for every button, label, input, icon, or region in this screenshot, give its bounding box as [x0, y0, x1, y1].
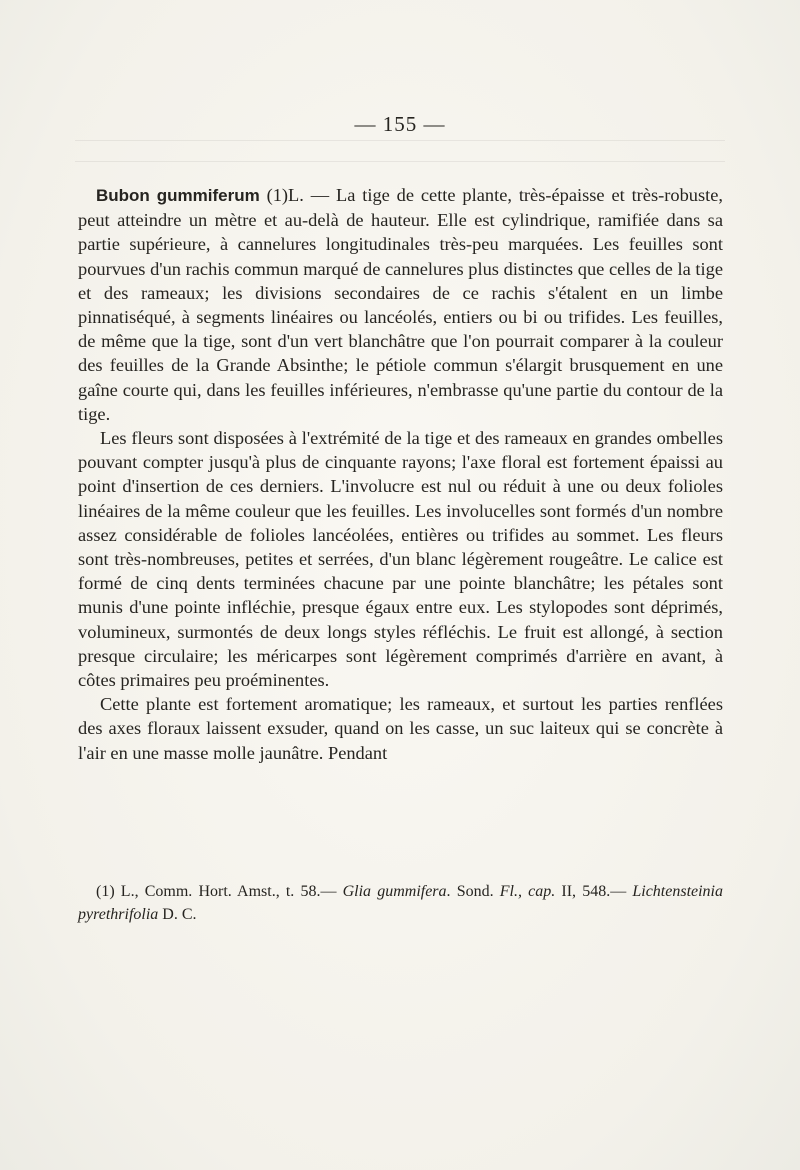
- footnote-1: [78, 880, 723, 926]
- paragraph-1-text: La tige de cette plante, très-épaisse et très-robuste, peut atteindre un mètre et au-delà de hauteur. Elle est cylindrique, ramifiée dans sa partie supérieure, à cannelures longitudinales très-peu marquées. Les feuilles sont pourvues d'un rachis commun marqué de cannelures plus distinctes que celles de la tige et des rameaux; les divisions secondaires de ce rachis s'étalent en un limbe pinnatiséqué, à segments linéaires ou lancéolés, entiers ou bi ou trifides. Les feuilles, de même que la tige, sont d'un vert blanchâtre que l'on pourrait comparer à la couleur des feuilles de la Grande Absinthe; le pétiole commun s'élargit brusquement en une gaîne courte qui, dans les feuilles inférieures, n'embrasse qu'une partie du contour de la tige.: [78, 185, 723, 424]
- article-body: [78, 183, 723, 765]
- footnote-mid-2: II, 548.—: [555, 883, 633, 900]
- paragraph-2: Les fleurs sont disposées à l'extrémité de la tige et des rameaux en grandes ombelles pouvant compter jusqu'à plus de cinquante rayons; l'axe floral est fortement épaissi au point d'insertion de ces derniers. L'involucre est nul ou réduit à une ou deux folioles linéaires de la même couleur que les feuilles. Les involucelles sont formés d'un nombre assez considérable de folioles lancéolées, entières ou trifides au sommet. Les fleurs sont très-nombreuses, petites et serrées, d'un blanc légèrement rougeâtre. Le calice est formé de cinq dents terminées chacune par une pointe blanchâtre; les pétales sont munis d'une pointe infléchie, presque égaux entre eux. Les stylopodes sont déprimés, volumineux, surmontés de deux longs styles réfléchis. Le fruit est allongé, à section presque circulaire; les méricarpes sont légèrement comprimés d'arrière en avant, à côtes primaires peu proéminentes.: [78, 428, 723, 691]
- species-name: Bubon gummiferum: [96, 186, 260, 205]
- footnote-synonym-2: Lichtensteinia pyrethrifolia: [78, 883, 723, 923]
- footnote-synonym-1: Glia gummifera: [342, 883, 447, 900]
- footnote: [78, 880, 723, 926]
- footnote-lead: (1) L., Comm. Hort. Amst., t. 58.—: [96, 883, 343, 900]
- paragraph-1: [78, 183, 723, 426]
- species-reference: (1)L. —: [259, 185, 336, 205]
- footnote-author: D. C.: [158, 906, 197, 923]
- page-number: — 155 —: [354, 112, 446, 136]
- footnote-mid-1: . Sond.: [446, 883, 500, 900]
- paragraph-3: Cette plante est fortement aromatique; les rameaux, et surtout les parties renflées des axes floraux laissent exsuder, quand on les casse, un suc laiteux qui se concrète à l'air en une masse molle jaunâtre. Pendant: [78, 694, 723, 763]
- footnote-flora-ref: Fl., cap.: [499, 883, 556, 900]
